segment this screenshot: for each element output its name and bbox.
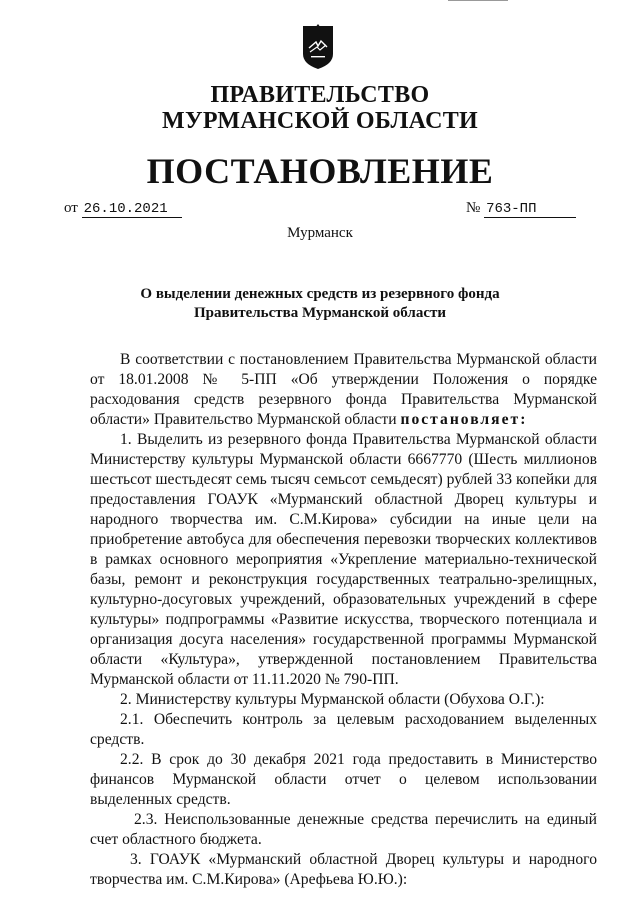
decree-word: постановляет: (400, 411, 528, 428)
date-prefix: от (64, 200, 78, 216)
coat-of-arms-icon (299, 24, 337, 70)
document-type-title: ПОСТАНОВЛЕНИЕ (146, 151, 494, 191)
document-number-field (466, 200, 576, 218)
document-body (90, 350, 597, 890)
subject-line1: О выделении денежных средств из резервного фонда (140, 286, 500, 302)
paragraph-1: 1. Выделить из резервного фонда Правительства Мурманской области Министерству культуры Мурманской области 6667770 (Шесть миллионов шестьсот шестьдесят семь тысяч семьсот семьдесят) рублей 33 копейки для предоставления ГОАУК «Мурманский областной Дворец культуры и народного творчества им. С.М.Кирова» субсидии на иные цели на приобретение автобуса для обеспечения перевозки творческих коллективов в рамках основного мероприятия «Укрепление материально-технической базы, ремонт и реконструкция государственных театрально-зрелищных, культурно-досуговых учреждений, образовательных учреждений в сфере культуры» подпрограммы «Развитие искусства, творческого потенциала и организация досуга населения» государственной программы Мурманской области «Культура», утвержденной постановлением Правительства Мурманской области от 11.11.2020 № 790-ПП. (90, 431, 597, 688)
paragraph-2-3: 2.3. Неиспользованные денежные средства перечислить на единый счет областного бюджета. (90, 811, 597, 848)
number-prefix: № (466, 200, 481, 216)
city-label: Мурманск (287, 225, 353, 241)
paragraph-2: 2. Министерству культуры Мурманской области (Обухова О.Г.): (120, 691, 545, 708)
preamble-text: В соответствии с постановлением Правительства Мурманской области от 18.01.2008 № 5-ПП «Об утверждении Положения о порядке расходования средств резервного фонда Правительства Мурманской области» Правительство Мурманской области (90, 351, 597, 428)
paragraph-2-2: 2.2. В срок до 30 декабря 2021 года предоставить в Министерство финансов Мурманской области отчет о целевом использовании выделенных средств. (90, 751, 597, 808)
document-date: 26.10.2021 (82, 201, 182, 218)
org-name-line2: МУРМАНСКОЙ ОБЛАСТИ (162, 108, 478, 134)
document-number: 763-ПП (484, 201, 576, 218)
org-name-line1: ПРАВИТЕЛЬСТВО (210, 82, 430, 108)
subject-line2: Правительства Мурманской области (193, 305, 447, 321)
paragraph-2-1: 2.1. Обеспечить контроль за целевым расходованием выделенных средств. (90, 711, 597, 748)
document-date-field (64, 200, 182, 218)
paragraph-3: 3. ГОАУК «Мурманский областной Дворец культуры и народного творчества им. С.М.Кирова» (Арефьева Ю.Ю.): (90, 851, 597, 888)
scan-artifact-line (448, 0, 508, 1)
preamble-paragraph (90, 350, 597, 430)
